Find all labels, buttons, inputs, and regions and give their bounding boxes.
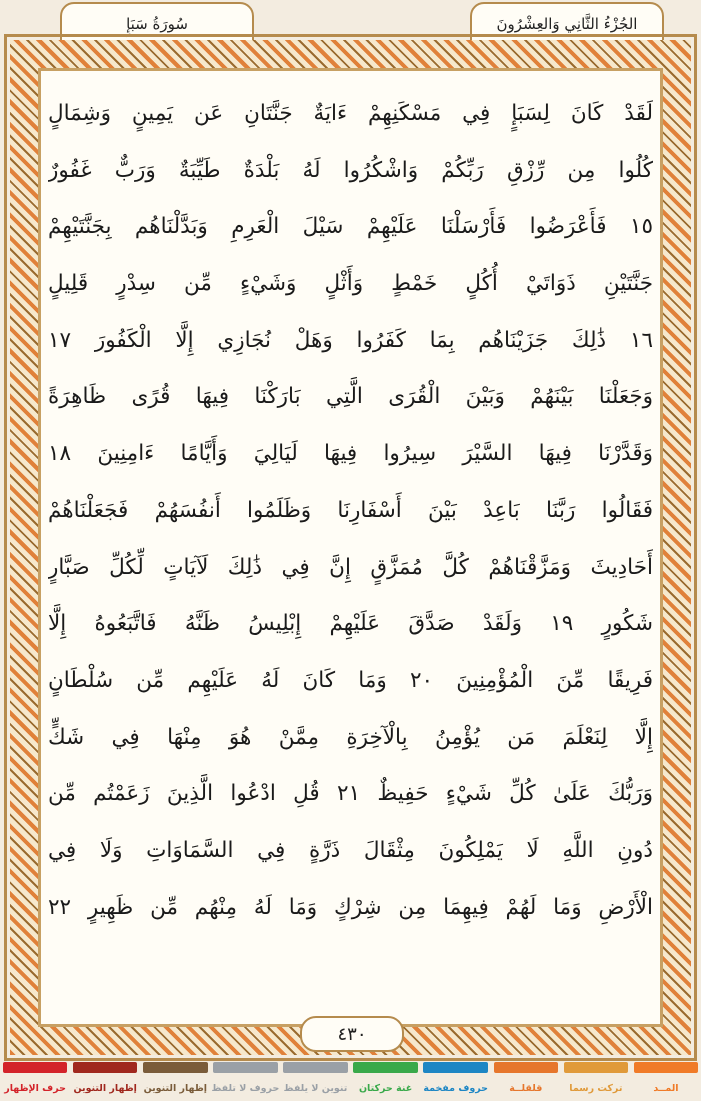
legend-item xyxy=(491,1062,561,1101)
legend-label: تركت رسما xyxy=(569,1083,623,1094)
text-line: كُلُوا مِن رِّزْقِ رَبِّكُمْ وَاشْكُرُوا لَهُ بَلْدَةٌ طَيِّبَةٌ وَرَبٌّ غَفُورٌ xyxy=(48,157,653,183)
text-line: وَقَدَّرْنَا فِيهَا السَّيْرَ سِيرُوا فِيهَا لَيَالِيَ وَأَيَّامًا ءَامِنِينَ ١٨ xyxy=(48,441,653,467)
legend-label: تنوين لا يلفظ xyxy=(283,1083,348,1094)
legend-label: قلقلــة xyxy=(509,1083,543,1094)
text-line: فَرِيقًا مِّنَ الْمُؤْمِنِينَ ٢٠ وَمَا كَانَ لَهُ عَلَيْهِم مِّن سُلْطَانٍ xyxy=(48,667,653,693)
legend-label: إظهار التنوين xyxy=(143,1083,208,1094)
legend-label: حرف الإظهار xyxy=(4,1083,66,1094)
legend-item xyxy=(280,1062,350,1101)
text-line: ١٥ فَأَعْرَضُوا فَأَرْسَلْنَا عَلَيْهِمْ سَيْلَ الْعَرِمِ وَبَدَّلْنَاهُم بِجَنَّتَيْهِمْ xyxy=(48,214,653,240)
legend-item xyxy=(561,1062,631,1101)
text-line: أَحَادِيثَ وَمَزَّقْنَاهُمْ كُلَّ مُمَزَّقٍ إِنَّ فِي ذَٰلِكَ لَآيَاتٍ لِّكُلِّ صَبَّارٍ xyxy=(48,554,653,580)
legend-label: حروف مفخمة xyxy=(423,1083,489,1094)
text-line: فَقَالُوا رَبَّنَا بَاعِدْ بَيْنَ أَسْفَارِنَا وَظَلَمُوا أَنفُسَهُمْ فَجَعَلْنَاهُمْ xyxy=(48,497,653,523)
juz-title: الجُزْءُ الثَّانِي وَالعِشْرُونَ xyxy=(470,2,664,46)
page-number: ٤٣٠ xyxy=(300,1016,404,1052)
text-line: دُونِ اللَّهِ لَا يَمْلِكُونَ مِثْقَالَ ذَرَّةٍ فِي السَّمَاوَاتِ وَلَا فِي xyxy=(48,837,653,863)
legend-color-swatch xyxy=(423,1062,487,1073)
text-line: وَرَبُّكَ عَلَىٰ كُلِّ شَيْءٍ حَفِيظٌ ٢١ قُلِ ادْعُوا الَّذِينَ زَعَمْتُم مِّن xyxy=(48,781,653,807)
legend-item xyxy=(70,1062,140,1101)
legend-label: غنة حركتان xyxy=(358,1083,413,1094)
text-line: ١٦ ذَٰلِكَ جَزَيْنَاهُم بِمَا كَفَرُوا وَهَلْ نُجَازِي إِلَّا الْكَفُورَ ١٧ xyxy=(48,327,653,353)
legend-item xyxy=(140,1062,210,1101)
legend-color-swatch xyxy=(73,1062,137,1073)
legend-color-swatch xyxy=(3,1062,67,1073)
legend-label: إظهار التنوين xyxy=(73,1083,137,1094)
legend-color-swatch xyxy=(143,1062,207,1073)
tajweed-color-legend xyxy=(0,1062,701,1101)
text-line: الْأَرْضِ وَمَا لَهُمْ فِيهِمَا مِن شِرْكٍ وَمَا لَهُ مِنْهُم مِّن ظَهِيرٍ ٢٢ xyxy=(48,894,653,920)
text-line: وَجَعَلْنَا بَيْنَهُمْ وَبَيْنَ الْقُرَى الَّتِي بَارَكْنَا فِيهَا قُرًى ظَاهِرَةً xyxy=(48,384,653,410)
legend-item xyxy=(210,1062,280,1101)
legend-item xyxy=(351,1062,421,1101)
legend-item xyxy=(0,1062,70,1101)
legend-item xyxy=(631,1062,701,1101)
text-line: شَكُورٍ ١٩ وَلَقَدْ صَدَّقَ عَلَيْهِمْ إِبْلِيسُ ظَنَّهُ فَاتَّبَعُوهُ إِلَّا xyxy=(48,611,653,637)
legend-color-swatch xyxy=(213,1062,277,1073)
quran-text-area xyxy=(48,86,653,966)
legend-color-swatch xyxy=(283,1062,347,1073)
legend-color-swatch xyxy=(634,1062,698,1073)
legend-label: المــد xyxy=(653,1083,679,1094)
legend-color-swatch xyxy=(564,1062,628,1073)
legend-item xyxy=(421,1062,491,1101)
legend-label: حروف لا تلفظ xyxy=(211,1083,280,1094)
legend-color-swatch xyxy=(494,1062,558,1073)
text-line: جَنَّتَيْنِ ذَوَاتَيْ أُكُلٍ خَمْطٍ وَأَثْلٍ وَشَيْءٍ مِّن سِدْرٍ قَلِيلٍ xyxy=(48,271,653,297)
text-line: لَقَدْ كَانَ لِسَبَإٍ فِي مَسْكَنِهِمْ ءَايَةٌ جَنَّتَانِ عَن يَمِينٍ وَشِمَالٍ xyxy=(48,101,653,126)
surah-title: سُورَةُ سَبَإٍ xyxy=(60,2,254,46)
text-line: إِلَّا لِنَعْلَمَ مَن يُؤْمِنُ بِالْآخِرَةِ مِمَّنْ هُوَ مِنْهَا فِي شَكٍّ xyxy=(48,724,653,750)
legend-color-swatch xyxy=(353,1062,417,1073)
